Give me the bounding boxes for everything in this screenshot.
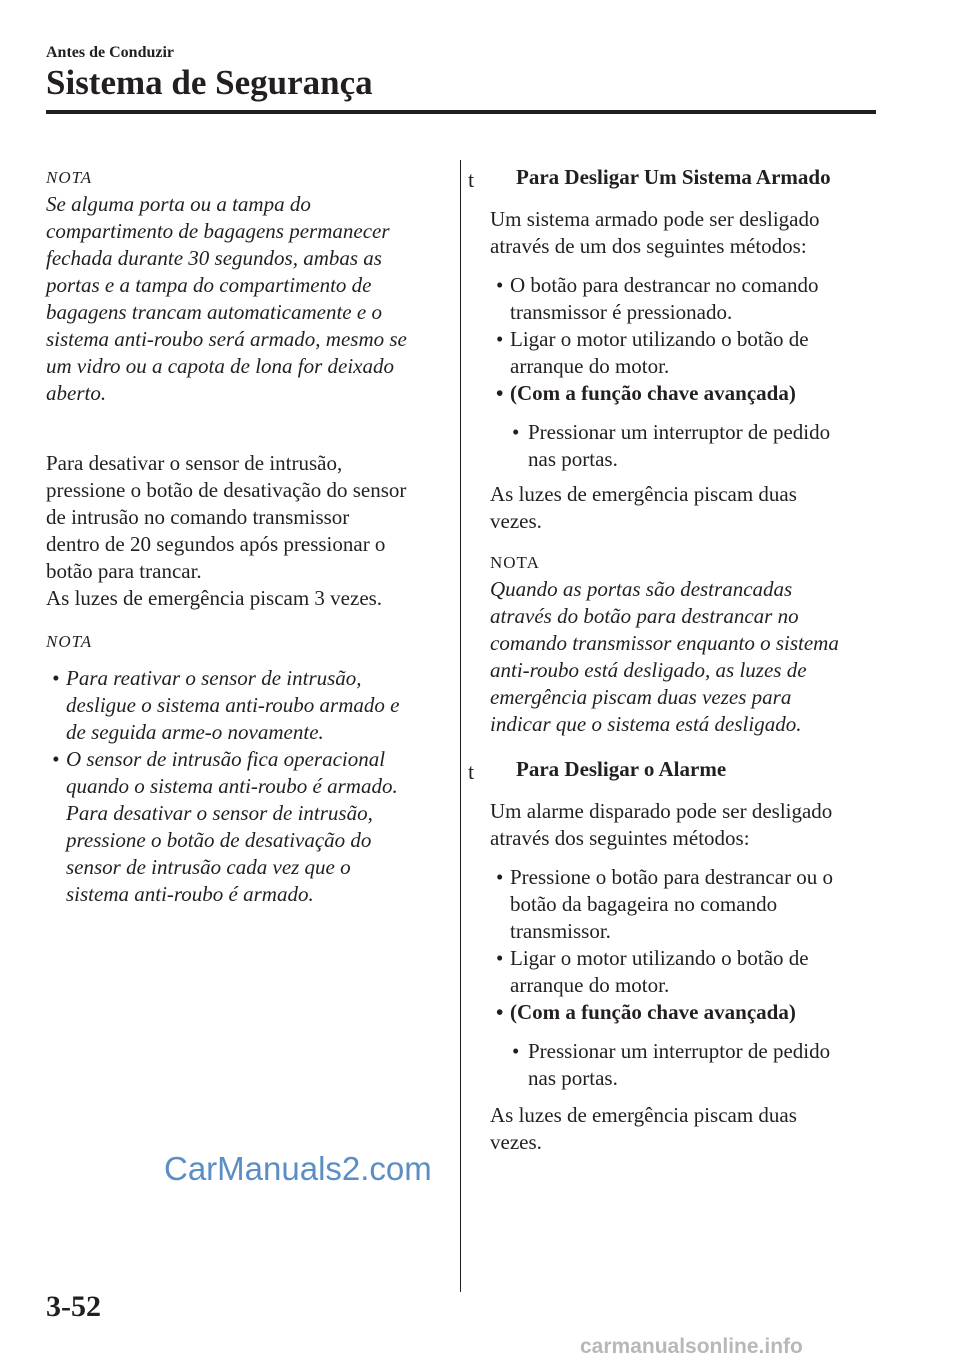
body-paragraph: [490, 1102, 890, 1156]
section-marker-icon: t: [468, 167, 475, 192]
text-line: pressione o botão de desativação do sensor: [46, 478, 407, 502]
text-line: pressione o botão de desativação do: [66, 828, 372, 852]
text-line: vezes.: [490, 509, 542, 533]
left-column: [46, 164, 446, 908]
column-divider: [460, 160, 461, 1292]
note-line: um vidro ou a capota de lona for deixado: [46, 354, 395, 378]
header-divider: [46, 110, 876, 114]
body-paragraph: [46, 450, 446, 612]
text-line: As luzes de emergência piscam duas: [490, 482, 797, 506]
text-line: (Com a função chave avançada): [510, 381, 796, 405]
text-line: Pressionar um interruptor de pedido: [528, 420, 831, 444]
bullet-dot: •: [52, 666, 60, 690]
text-line: nas portas.: [528, 447, 618, 471]
note-line: através do botão para destrancar no: [490, 604, 799, 628]
section-heading: [468, 756, 890, 784]
body-paragraph: [490, 206, 890, 260]
text-line: (Com a função chave avançada): [510, 1000, 796, 1024]
footer-watermark-link[interactable]: carmanualsonline.info: [580, 1335, 803, 1358]
text-line: arranque do motor.: [510, 973, 670, 997]
list-subitem: [490, 419, 890, 473]
note-line: portas e a tampa do compartimento de: [46, 273, 372, 297]
text-line: dentro de 20 segundos após pressionar o: [46, 532, 386, 556]
text-line: nas portas.: [528, 1066, 618, 1090]
note-line: emergência piscam duas vezes para: [490, 685, 792, 709]
note-label: NOTA: [490, 553, 540, 572]
list-item: [490, 380, 890, 407]
bullet-dot: •: [496, 1000, 504, 1024]
list-subitem: [490, 1038, 890, 1092]
text-line: Para desativar o sensor de intrusão,: [66, 801, 373, 825]
list-item: [490, 326, 890, 380]
bullet-dot: •: [512, 420, 520, 444]
page-number: 3-52: [46, 1290, 101, 1323]
text-line: As luzes de emergência piscam 3 vezes.: [46, 586, 383, 610]
text-line: Para reativar o sensor de intrusão,: [66, 666, 362, 690]
text-line: de seguida arme-o novamente.: [66, 720, 324, 744]
section-heading-text: Para Desligar Um Sistema Armado: [516, 165, 831, 189]
body-paragraph: [490, 798, 890, 852]
section-marker-icon: t: [468, 759, 475, 784]
bullet-dot: •: [52, 747, 60, 771]
note-line: anti-roubo está desligado, as luzes de: [490, 658, 807, 682]
text-line: sensor de intrusão cada vez que o: [66, 855, 351, 879]
list-item: [490, 272, 890, 326]
note-line: Se alguma porta ou a tampa do: [46, 192, 311, 216]
text-line: vezes.: [490, 1130, 542, 1154]
text-line: O botão para destrancar no comando: [510, 273, 819, 297]
text-line: Para desativar o sensor de intrusão,: [46, 451, 343, 475]
note-line: compartimento de bagagens permanecer: [46, 219, 390, 243]
bullet-dot: •: [496, 327, 504, 351]
text-line: botão da bagageira no comando: [510, 892, 778, 916]
list-item: [490, 945, 890, 999]
list-item: [490, 864, 890, 945]
note-text: [46, 191, 446, 407]
note-bullet: [46, 746, 446, 908]
bullet-dot: •: [512, 1039, 520, 1063]
text-line: Ligar o motor utilizando o botão de: [510, 946, 809, 970]
bullet-dot: •: [496, 273, 504, 297]
text-line: arranque do motor.: [510, 354, 670, 378]
text-line: transmissor é pressionado.: [510, 300, 733, 324]
text-line: Pressione o botão para destrancar ou o: [510, 865, 834, 889]
text-line: Um sistema armado pode ser desligado: [490, 207, 820, 231]
section-heading-text: Para Desligar o Alarme: [516, 757, 727, 781]
bullet-dot: •: [496, 946, 504, 970]
text-line: quando o sistema anti-roubo é armado.: [66, 774, 398, 798]
list-item: [490, 999, 890, 1026]
note-bullet: [46, 665, 446, 746]
note-line: comando transmissor enquanto o sistema: [490, 631, 839, 655]
note-line: indicar que o sistema está desligado.: [490, 712, 802, 736]
text-line: de intrusão no comando transmissor: [46, 505, 350, 529]
note-line: Quando as portas são destrancadas: [490, 577, 793, 601]
text-line: O sensor de intrusão fica operacional: [66, 747, 386, 771]
header-section-label: Antes de Conduzir: [46, 44, 175, 61]
note-line: fechada durante 30 segundos, ambas as: [46, 246, 382, 270]
body-paragraph: [490, 481, 890, 535]
note-text: [490, 576, 890, 738]
text-line: desligue o sistema anti-roubo armado e: [66, 693, 400, 717]
text-line: As luzes de emergência piscam duas: [490, 1103, 797, 1127]
note-label: NOTA: [46, 168, 93, 187]
note-label: NOTA: [46, 632, 93, 651]
text-line: através dos seguintes métodos:: [490, 826, 750, 850]
text-line: Ligar o motor utilizando o botão de: [510, 327, 809, 351]
text-line: botão para trancar.: [46, 559, 202, 583]
text-line: Um alarme disparado pode ser desligado: [490, 799, 833, 823]
text-line: sistema anti-roubo é armado.: [66, 882, 314, 906]
bullet-dot: •: [496, 381, 504, 405]
section-heading: [468, 164, 890, 192]
watermark-link[interactable]: CarManuals2.com: [164, 1150, 432, 1187]
page-title: Sistema de Segurança: [46, 63, 373, 102]
note-line: sistema anti-roubo será armado, mesmo se: [46, 327, 407, 351]
note-line: aberto.: [46, 381, 107, 405]
text-line: através de um dos seguintes métodos:: [490, 234, 807, 258]
text-line: transmissor.: [510, 919, 611, 943]
right-column: [468, 164, 890, 1156]
bullet-dot: •: [496, 865, 504, 889]
text-line: Pressionar um interruptor de pedido: [528, 1039, 831, 1063]
note-line: bagagens trancam automaticamente e o: [46, 300, 382, 324]
